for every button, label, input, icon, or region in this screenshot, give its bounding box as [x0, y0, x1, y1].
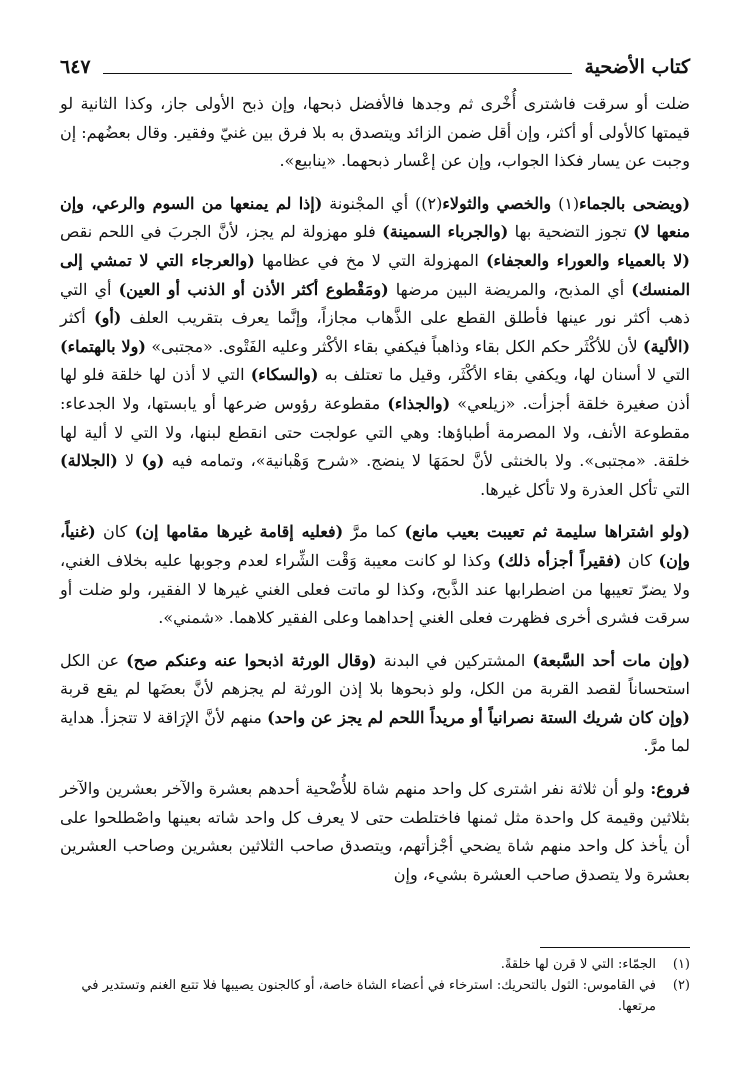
- footnote-1: [60, 954, 690, 975]
- footnote-number: (٢): [672, 978, 690, 993]
- bold-run: (ولا بالهتماء): [60, 336, 146, 356]
- main-text: [60, 90, 690, 903]
- footnote-text: الجمّاء: التي لا قرن لها خلقةً.: [500, 957, 656, 972]
- bold-run: (ويضحى بالجماء: [579, 193, 691, 213]
- bold-run: (الجلالة): [60, 451, 118, 471]
- text-run: كان: [95, 522, 135, 542]
- bold-run: (ولو اشتراها سليمة ثم تعيبت بعيب مانع): [404, 522, 691, 542]
- bold-run: (والسكاء): [250, 365, 319, 385]
- page-header: [60, 50, 690, 84]
- text-run: أكثر: [60, 308, 95, 328]
- footnote-number: (١): [672, 957, 690, 972]
- text-run: ولو أن ثلاثة نفر اشترى كل واحد منهم شاة للأُضْحية أحدهم بعشرة والآخر بعشرين والآخر بثلاثين وقيمة كل واحدة مثل ثمنها فاختلطت حتى لا يعرف كل واحد شاته بعينها واصْطلحوا على أن يأخذ كل واحد منهم شاة يضحي أجْزأتهم، ويتصدق صاحب الثلاثين بعشرين وصاحب العشرين بعشرة ولا يتصدق صاحب العشرة بشيء، وإن: [60, 779, 690, 884]
- bold-run: (والجرباء السمينة): [382, 222, 509, 242]
- header-rule: [103, 73, 573, 74]
- bold-run: (وإن مات أحد السَّبعة): [532, 650, 691, 670]
- bold-run: (إذا لم يمنعها من السوم والرعي، وإن منعها لا): [60, 193, 691, 242]
- text-run: لا: [117, 451, 142, 471]
- bold-run: (وإن كان شريك الستة نصرانياً أو مريداً اللحم لم يجز عن واحد): [267, 707, 690, 727]
- text-run: أي المذبح، والمريضة البين مرضها: [388, 279, 632, 299]
- bold-run: (ومَقْطوع أكثر الأذن أو الذنب أو العين): [118, 279, 389, 299]
- text-run: كان: [621, 550, 659, 570]
- text-run: التي لا أسنان لها، ويكفي بقاء الأكْثَر، وقيل ما تعتلف به: [318, 365, 691, 385]
- chapter-title: كتاب الأضحية: [584, 56, 690, 78]
- text-run: عن الكل استحساناً لقصد القربة من الكل، ولو ذبحوها بلا إذن الورثة لم يجزهم لأنَّ بعضَها لم يقع قربة: [60, 650, 690, 699]
- text-run: تجوز التضحية بها: [508, 222, 634, 242]
- text-run: وكذا لو كانت معيبة وَقْت الشِّراء لعدم وجوبها عليه بخلاف الغني، ولا يضرّ تعيبها من اضطرابها عند الذَّبح، وكذا لو ماتت فعلى الغني غيرها لا الفقير، ولو ضلت أو سرقت فشرى أخرى فظهرت فعلى الغني إحداهما وعلى الفقير كلاهما. «شمني».: [60, 550, 690, 628]
- bold-run: (وقال الورثة اذبحوا عنه وعنكم صح): [126, 650, 377, 670]
- bold-run: (والعرجاء التي لا تمشي إلى المنسك): [60, 250, 691, 299]
- page: [60, 50, 690, 1070]
- bold-run: (غنياً، وإن): [60, 522, 691, 570]
- bold-run: (والجذاء): [387, 393, 451, 413]
- paragraph-5: [60, 775, 690, 889]
- text-run: التي لا أذن لها خلقة فلو لها أذن صغيرة خلقة أجزأت. «زيلعي»: [60, 365, 691, 413]
- paragraph-4: [60, 647, 690, 761]
- text-run: منهم لأنَّ الإرَاقة لا تتجزأ. هداية لما مرَّ.: [60, 707, 690, 756]
- footnotes: [60, 947, 690, 1017]
- bold-run: (أو): [94, 308, 122, 328]
- text-run: لأن للأكْثَر حكم الكل بقاء وذاهباً فيكفي بقاء الأكْثر وعليه الفَتْوى. «مجتبى»: [145, 336, 644, 356]
- footnote-rule: [540, 947, 690, 948]
- bold-run: (و): [141, 451, 165, 471]
- footnote-text: في القاموس: الثول بالتحريك: استرخاء في أعضاء الشاة خاصة، أو كالجنون يصيبها فلا تتبع الغنم وتستدير في مرتعها.: [81, 978, 656, 1014]
- page-number: ٦٤٧: [60, 56, 91, 78]
- text-run: أي التي ذهب أكثر نور عينها فأطلق القطع على الذَّهاب مجازاً، وإنَّما يعرف بتقريب العلف: [60, 279, 690, 328]
- text-run: (٢)) أي المجْنونة: [322, 193, 443, 213]
- text-run: التي تأكل العذرة ولا تأكل غيرها.: [480, 479, 690, 499]
- bold-run: (لا بالعمياء والعوراء والعجفاء): [485, 250, 690, 270]
- bold-run: فروع:: [650, 779, 690, 799]
- text-run: المشتركين في البدنة: [376, 650, 533, 670]
- text-run: المهزولة التي لا مخ في عظامها: [254, 250, 486, 270]
- text-run: مقطوعة رؤوس ضرعها أو يابستها، ولا الجدعاء: مقطوعة الأنف، ولا المصرمة أطباؤها: وهي التي عولجت حتى انقطع لبنها، ولا التي لا ألية لها خلقة. «مجتبى». ولا بالخنثى لأنَّ لحمَهَا لا ينضج. «شرح وَهْبانية»، وتمامه فيه: [60, 393, 691, 471]
- bold-run: والخصي والثولاء: [442, 193, 552, 213]
- bold-run: (فعليه إقامة غيرها مقامها إن): [134, 522, 344, 542]
- paragraph-2: [60, 190, 690, 505]
- bold-run: (الألية): [643, 336, 691, 356]
- footnote-2: [60, 975, 690, 1017]
- paragraph-1: [60, 90, 690, 176]
- text-run: (١): [551, 193, 580, 213]
- paragraph-3: [60, 518, 690, 632]
- bold-run: (فقيراً أجزأه ذلك): [497, 550, 622, 570]
- text-run: ضلت أو سرقت فاشترى أُخْرى ثم وجدها فالأفضل ذبحها، وإن ذبح الأولى جاز، وكذا الثانية لو قيمتها كالأولى أو أكثر، وإن أقل ضمن الزائد ويتصدق به بلا فرق بين غنيّ وفقير. وقال بعضُهم: إن وجبت عن يسار فكذا الجواب، وإن عن إعْسار ذبحهما. «ينابيع».: [60, 94, 690, 171]
- text-run: كما مرَّ: [343, 522, 405, 542]
- text-run: فلو مهزولة لم يجز، لأنَّ الجربَ في اللحم نقص: [60, 222, 383, 242]
